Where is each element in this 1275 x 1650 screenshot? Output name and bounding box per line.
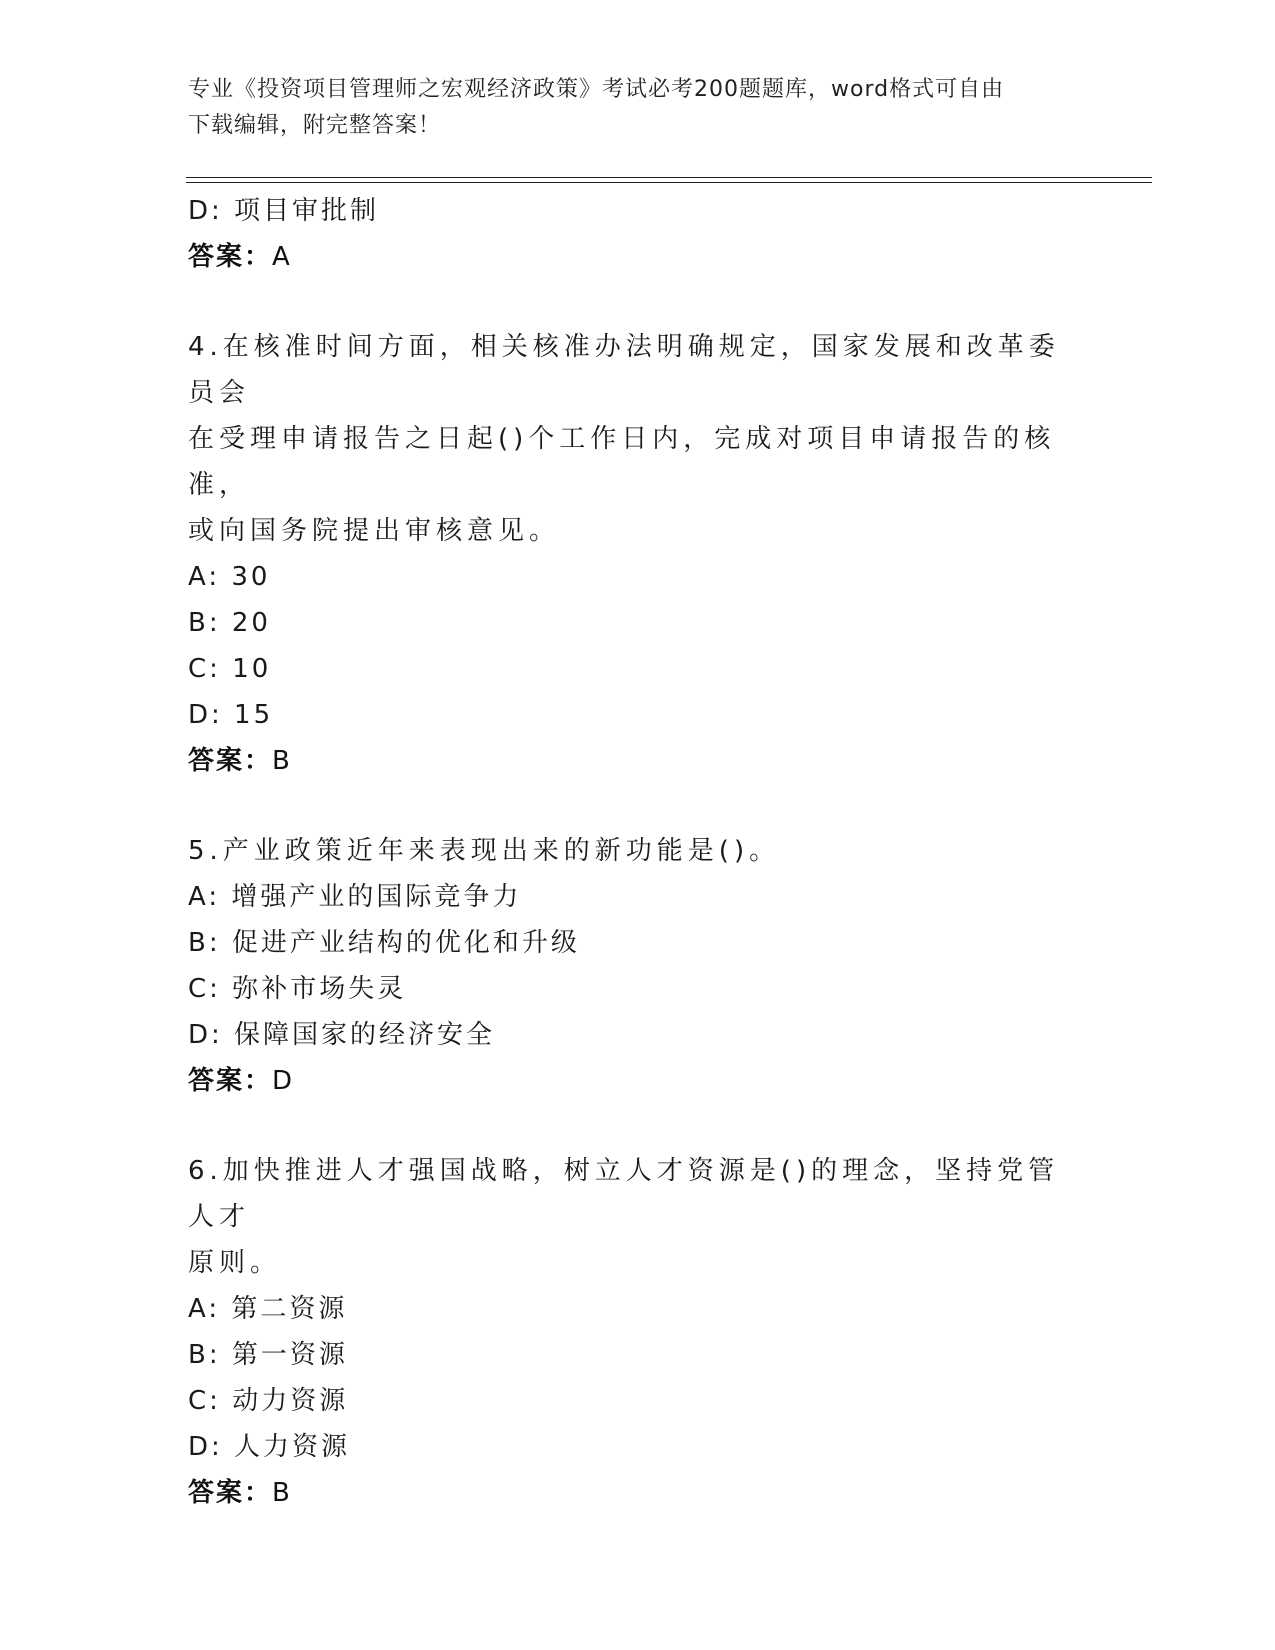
option-text: 增强产业的国际竞争力: [231, 882, 522, 912]
option-b: [188, 1332, 1088, 1378]
option-c: [188, 646, 1088, 692]
answer-value: B: [272, 1478, 291, 1508]
option-label: D:: [188, 196, 223, 226]
option-text: 10: [232, 654, 272, 684]
option-label: C:: [188, 974, 221, 1004]
question-stem-line: 在受理申请报告之日起()个工作日内，完成对项目申请报告的核准，: [188, 424, 1056, 500]
header-line-1: 专业《投资项目管理师之宏观经济政策》考试必考200题题库，word格式可自由: [188, 77, 1005, 102]
option-d: [188, 692, 1088, 738]
option-label: D:: [188, 1020, 223, 1050]
answer-value: B: [272, 746, 291, 776]
option-b: [188, 920, 1088, 966]
answer-line: [188, 234, 1088, 280]
option-label: C:: [188, 1386, 221, 1416]
option-label: B:: [188, 608, 221, 638]
option-text: 保障国家的经济安全: [234, 1020, 496, 1050]
header-line-2: 下载编辑，附完整答案！: [188, 113, 442, 138]
answer-line: [188, 738, 1088, 784]
question-4: [188, 324, 1088, 784]
question-stem-line: 或向国务院提出审核意见。: [188, 516, 561, 546]
option-text: 动力资源: [232, 1386, 349, 1416]
question-list: [188, 188, 1088, 1516]
header-divider-bottom: [186, 182, 1152, 183]
answer-value: A: [272, 242, 291, 272]
option-label: A:: [188, 562, 221, 592]
option-a: [188, 1286, 1088, 1332]
option-text: 人力资源: [234, 1432, 351, 1462]
question-3-continuation: [188, 188, 1088, 280]
option-d: [188, 1424, 1088, 1470]
question-stem-line: 5.产业政策近年来表现出来的新功能是()。: [188, 836, 781, 866]
option-text: 15: [234, 700, 274, 730]
option-label: A:: [188, 1294, 221, 1324]
question-stem-line: 6.加快推进人才强国战略，树立人才资源是()的理念，坚持党管人才: [188, 1156, 1060, 1232]
answer-value: D: [272, 1066, 294, 1096]
option-d: [188, 188, 1088, 234]
question-6: [188, 1148, 1088, 1516]
option-text: 第二资源: [231, 1294, 348, 1324]
option-b: [188, 600, 1088, 646]
option-a: [188, 554, 1088, 600]
option-d: [188, 1012, 1088, 1058]
question-stem-line: 4.在核准时间方面，相关核准办法明确规定，国家发展和改革委员会: [188, 332, 1060, 408]
option-text: 30: [231, 562, 271, 592]
option-text: 促进产业结构的优化和升级: [231, 928, 580, 958]
option-label: D:: [188, 1432, 223, 1462]
option-a: [188, 874, 1088, 920]
answer-label: 答案：: [188, 242, 273, 272]
option-c: [188, 966, 1088, 1012]
answer-line: [188, 1058, 1088, 1104]
option-label: B:: [188, 1340, 221, 1370]
answer-label: 答案：: [188, 1066, 273, 1096]
question-5: [188, 828, 1088, 1104]
answer-line: [188, 1470, 1088, 1516]
answer-label: 答案：: [188, 1478, 273, 1508]
answer-label: 答案：: [188, 746, 273, 776]
document-header: [188, 72, 1068, 144]
option-text: 第一资源: [231, 1340, 348, 1370]
option-label: D:: [188, 700, 223, 730]
question-stem-line: 原则。: [188, 1248, 282, 1278]
option-label: B:: [188, 928, 221, 958]
option-text: 弥补市场失灵: [232, 974, 407, 1004]
option-text: 项目审批制: [234, 196, 380, 226]
option-text: 20: [231, 608, 271, 638]
option-label: C:: [188, 654, 221, 684]
header-divider-top: [186, 177, 1152, 178]
option-c: [188, 1378, 1088, 1424]
option-label: A:: [188, 882, 221, 912]
